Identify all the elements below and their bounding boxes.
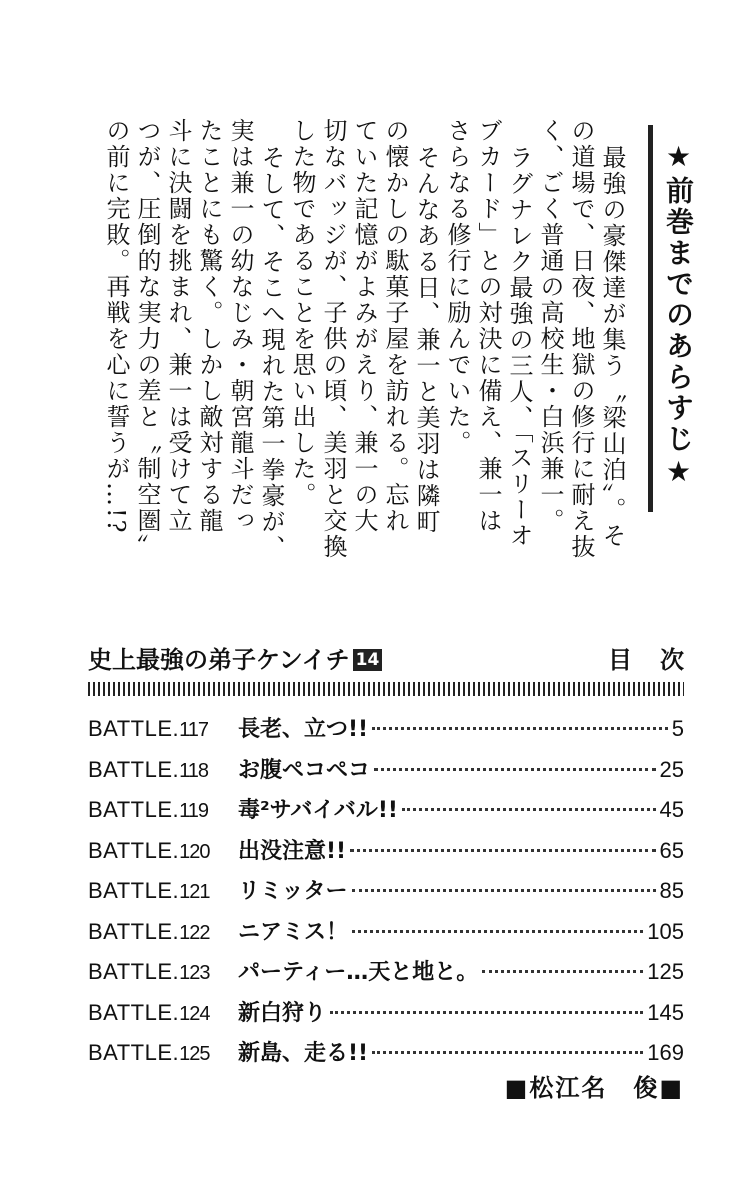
chapter-title: お腹ペコペコ <box>238 757 371 783</box>
dot-leader <box>372 1051 643 1054</box>
battle-label: BATTLE. <box>88 837 180 863</box>
synopsis-line: の前に完敗。再戦を心に誓うが…!? <box>102 118 130 535</box>
chapter-entry[interactable] <box>88 996 684 1028</box>
dot-leader <box>372 727 668 730</box>
synopsis-line: 実は兼一の幼なじみ・朝宮龍斗だっ <box>226 118 254 534</box>
battle-label: BATTLE. <box>88 797 180 822</box>
battle-num: 120 <box>179 840 210 863</box>
battle-label: BATTLE. <box>88 918 180 944</box>
battle-num: 122 <box>179 921 210 944</box>
toc-header <box>88 640 712 676</box>
battle-label: BATTLE. <box>88 756 180 782</box>
battle-num: 121 <box>179 881 210 903</box>
battle-num: 117 <box>179 719 209 741</box>
battle-label: BATTLE. <box>88 1040 180 1065</box>
synopsis-text <box>82 118 627 561</box>
chapter-title: 毒²サバイバル!! <box>238 798 398 823</box>
chapter-entry[interactable] <box>88 874 684 906</box>
series-title <box>88 640 382 675</box>
chapter-number <box>88 1040 238 1066</box>
synopsis-line: 切なバッジが、子供の頃、美羽と交換 <box>319 118 347 560</box>
battle-num: 119 <box>179 800 209 822</box>
chapter-title: 新島、走る!! <box>238 1041 369 1066</box>
synopsis-line: ていた記憶がよみがえり、兼一の大 <box>350 118 378 534</box>
chapter-number <box>88 1000 238 1026</box>
chapter-entry[interactable] <box>88 955 684 987</box>
synopsis-line: く、ごく普通の高校生・白浜兼一。 <box>536 118 564 534</box>
page-number: 45 <box>659 797 684 822</box>
dot-leader <box>330 1011 643 1014</box>
synopsis-divider <box>648 125 653 512</box>
synopsis-line: たことにも驚く。しかし敵対する龍 <box>195 118 223 534</box>
chapter-number <box>88 878 238 904</box>
chapter-title: リミッター <box>238 879 348 904</box>
volume-badge: 14 <box>353 649 383 671</box>
dot-leader <box>352 930 643 933</box>
dot-leader <box>352 889 656 892</box>
series-name: 史上最強の弟子ケンイチ <box>88 646 350 674</box>
chapter-number <box>88 797 238 823</box>
chapter-number <box>88 757 238 783</box>
chapter-entry[interactable] <box>88 793 684 825</box>
page-number: 125 <box>647 959 684 984</box>
synopsis-line: ラグナレク最強の三人、「スリーオ <box>505 145 533 549</box>
synopsis-line: した物であることを思い出した。 <box>288 118 316 508</box>
chapter-entry[interactable] <box>88 753 684 785</box>
dot-leader <box>402 808 656 811</box>
chapter-title: 長老、立つ!! <box>238 717 369 742</box>
battle-label: BATTLE. <box>88 878 180 903</box>
page-number: 65 <box>659 837 684 863</box>
chapter-title: ニアミス！ <box>238 919 349 945</box>
battle-num: 124 <box>179 1002 210 1025</box>
chapter-entry[interactable] <box>88 834 684 866</box>
synopsis-line: さらなる修行に励んでいた。 <box>443 118 471 456</box>
contents-label: 目次 <box>608 646 712 674</box>
chapter-title: 新白狩り <box>238 1000 327 1026</box>
page-number: 25 <box>659 756 684 782</box>
chapter-entry[interactable] <box>88 1036 684 1068</box>
author-name: ■松江名 俊■ <box>504 1074 684 1102</box>
synopsis-line: 斗に決闘を挑まれ、兼一は受けて立 <box>164 118 192 534</box>
chapter-entry[interactable] <box>88 915 684 947</box>
battle-num: 123 <box>179 962 210 984</box>
synopsis-line: そんなある日、兼一と美羽は隣町 <box>412 145 440 535</box>
synopsis-line: つが、圧倒的な実力の差と〝制空圏〟 <box>133 118 161 560</box>
dot-leader <box>482 970 643 973</box>
battle-label: BATTLE. <box>88 999 180 1025</box>
battle-num: 118 <box>179 759 209 782</box>
chapter-number <box>88 919 238 945</box>
hatched-divider <box>88 682 684 696</box>
dot-leader <box>350 849 655 852</box>
page-number: 5 <box>671 716 684 741</box>
synopsis-line: の懐かしの駄菓子屋を訪れる。忘れ <box>381 118 409 534</box>
chapter-title: 出没注意!! <box>238 838 347 864</box>
synopsis-title: ★前巻までのあらすじ★ <box>662 140 695 491</box>
dot-leader <box>374 768 656 771</box>
chapter-number <box>88 838 238 864</box>
synopsis-line: の道場で、日夜、地獄の修行に耐え抜 <box>567 118 595 560</box>
chapter-entry[interactable] <box>88 712 684 744</box>
page-number: 85 <box>659 878 684 903</box>
synopsis-line: ブカード」との対決に備え、兼一は <box>474 118 502 534</box>
chapter-number <box>88 959 238 985</box>
battle-num: 125 <box>179 1043 210 1065</box>
page-number: 169 <box>647 1040 684 1065</box>
chapter-title: パーティー…天と地と。 <box>238 960 479 985</box>
page-number: 145 <box>647 999 684 1025</box>
synopsis-line: 最強の豪傑達が集う〝梁山泊〟。そ <box>598 145 626 549</box>
synopsis-line: そして、そこへ現れた第一拳豪が、 <box>257 145 285 561</box>
page-number: 105 <box>647 918 684 944</box>
chapter-number <box>88 716 238 742</box>
battle-label: BATTLE. <box>88 716 180 741</box>
battle-label: BATTLE. <box>88 959 180 984</box>
